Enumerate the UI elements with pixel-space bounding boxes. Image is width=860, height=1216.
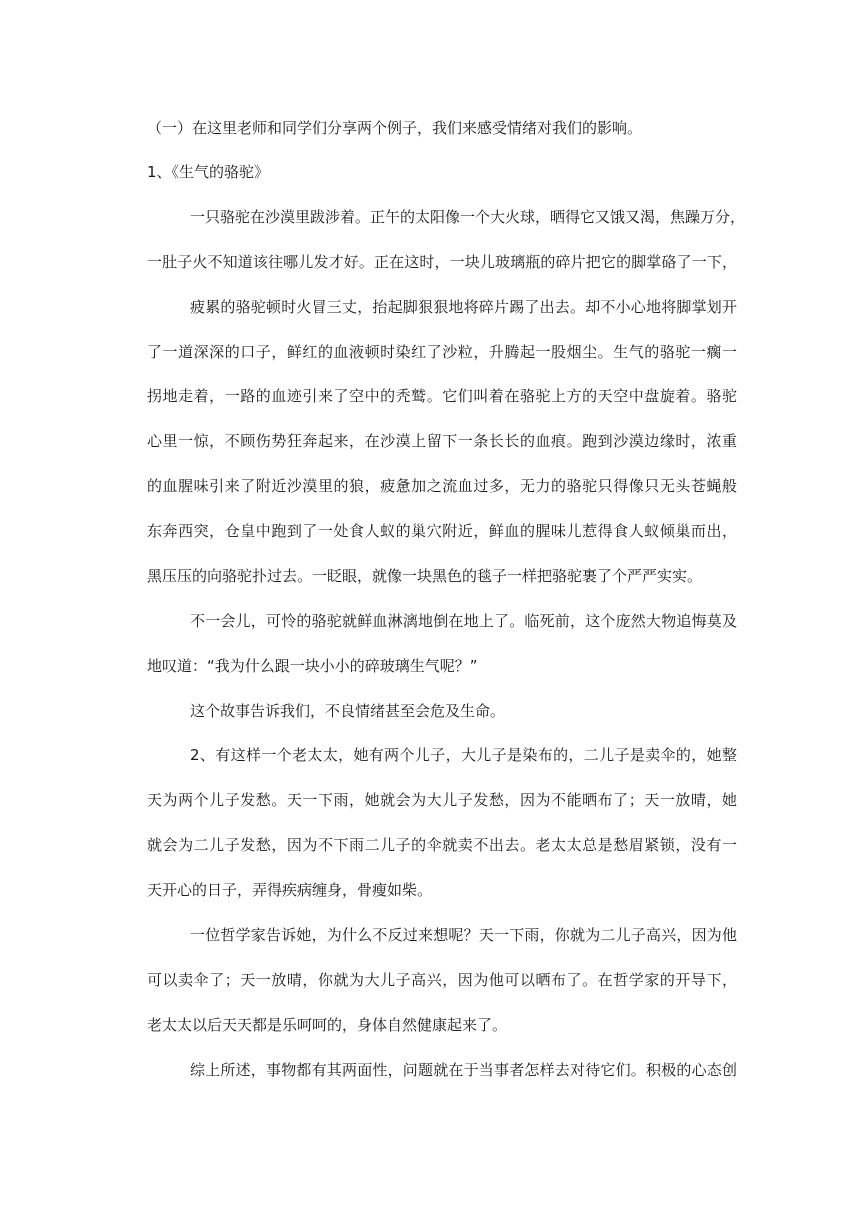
paragraph-line: 东奔西突，仓皇中跑到了一处食人蚁的巢穴附近，鲜血的腥味儿惹得食人蚁倾巢而出，: [147, 522, 737, 540]
paragraph-line: 疲累的骆驼顿时火冒三丈，抬起脚狠狠地将碎片踢了出去。却不小心地将脚掌划开: [190, 298, 737, 316]
paragraph-line: 黑压压的向骆驼扑过去。一眨眼，就像一块黑色的毯子一样把骆驼裹了个严严实实。: [147, 567, 703, 585]
paragraph-line: 一肚子火不知道该往哪儿发才好。正在这时，一块儿玻璃瓶的碎片把它的脚掌硌了一下，: [147, 253, 737, 271]
paragraph-line: 天开心的日子，弄得疾病缠身，骨瘦如柴。: [147, 881, 433, 899]
paragraph-line: 一只骆驼在沙漠里跋涉着。正午的太阳像一个大火球，晒得它又饿又渴，焦躁万分，: [190, 208, 746, 226]
paragraph-line: 不一会儿，可怜的骆驼就鲜血淋漓地倒在地上了。临死前，这个庞然大物追悔莫及: [190, 612, 737, 630]
paragraph-line: 就会为二儿子发愁，因为不下雨二儿子的伞就卖不出去。老太太总是愁眉紧锁，没有一: [147, 836, 737, 854]
paragraph-line: 可以卖伞了；天一放晴，你就为大儿子高兴，因为他可以晒布了。在哲学家的开导下，: [147, 971, 737, 989]
paragraph-line: 心里一惊，不顾伤势狂奔起来，在沙漠上留下一条长长的血痕。跑到沙漠边缘时，浓重: [147, 432, 737, 450]
section-heading: （一）在这里老师和同学们分享两个例子，我们来感受情绪对我们的影响。: [147, 119, 643, 137]
paragraph-line: 综上所述，事物都有其两面性，问题就在于当事者怎样去对待它们。积极的心态创: [190, 1061, 737, 1079]
paragraph-line: 拐地走着，一路的血迹引来了空中的秃鹫。它们叫着在骆驼上方的天空中盘旋着。骆驼: [147, 387, 737, 405]
paragraph-line: 天为两个儿子发愁。天一下雨，她就会为大儿子发愁，因为不能晒布了；天一放晴，她: [147, 791, 737, 809]
paragraph-line: 一位哲学家告诉她，为什么不反过来想呢？天一下雨，你就为二儿子高兴，因为他: [190, 926, 737, 944]
paragraph-line: 了一道深深的口子，鲜红的血液顿时染红了沙粒，升腾起一股烟尘。生气的骆驼一瘸一: [147, 343, 737, 361]
paragraph-line: 2、有这样一个老太太，她有两个儿子，大儿子是染布的，二儿子是卖伞的，她整: [190, 746, 737, 764]
paragraph-line: 的血腥味引来了附近沙漠里的狼，疲惫加之流血过多，无力的骆驼只得像只无头苍蝇般: [147, 477, 737, 495]
paragraph-line: 老太太以后天天都是乐呵呵的，身体自然健康起来了。: [147, 1016, 508, 1034]
paragraph-line: 这个故事告诉我们，不良情绪甚至会危及生命。: [190, 702, 506, 720]
story-title: 1、《生气的骆驼》: [147, 163, 270, 181]
paragraph-line: 地叹道：“我为什么跟一块小小的碎玻璃生气呢？”: [147, 657, 478, 675]
